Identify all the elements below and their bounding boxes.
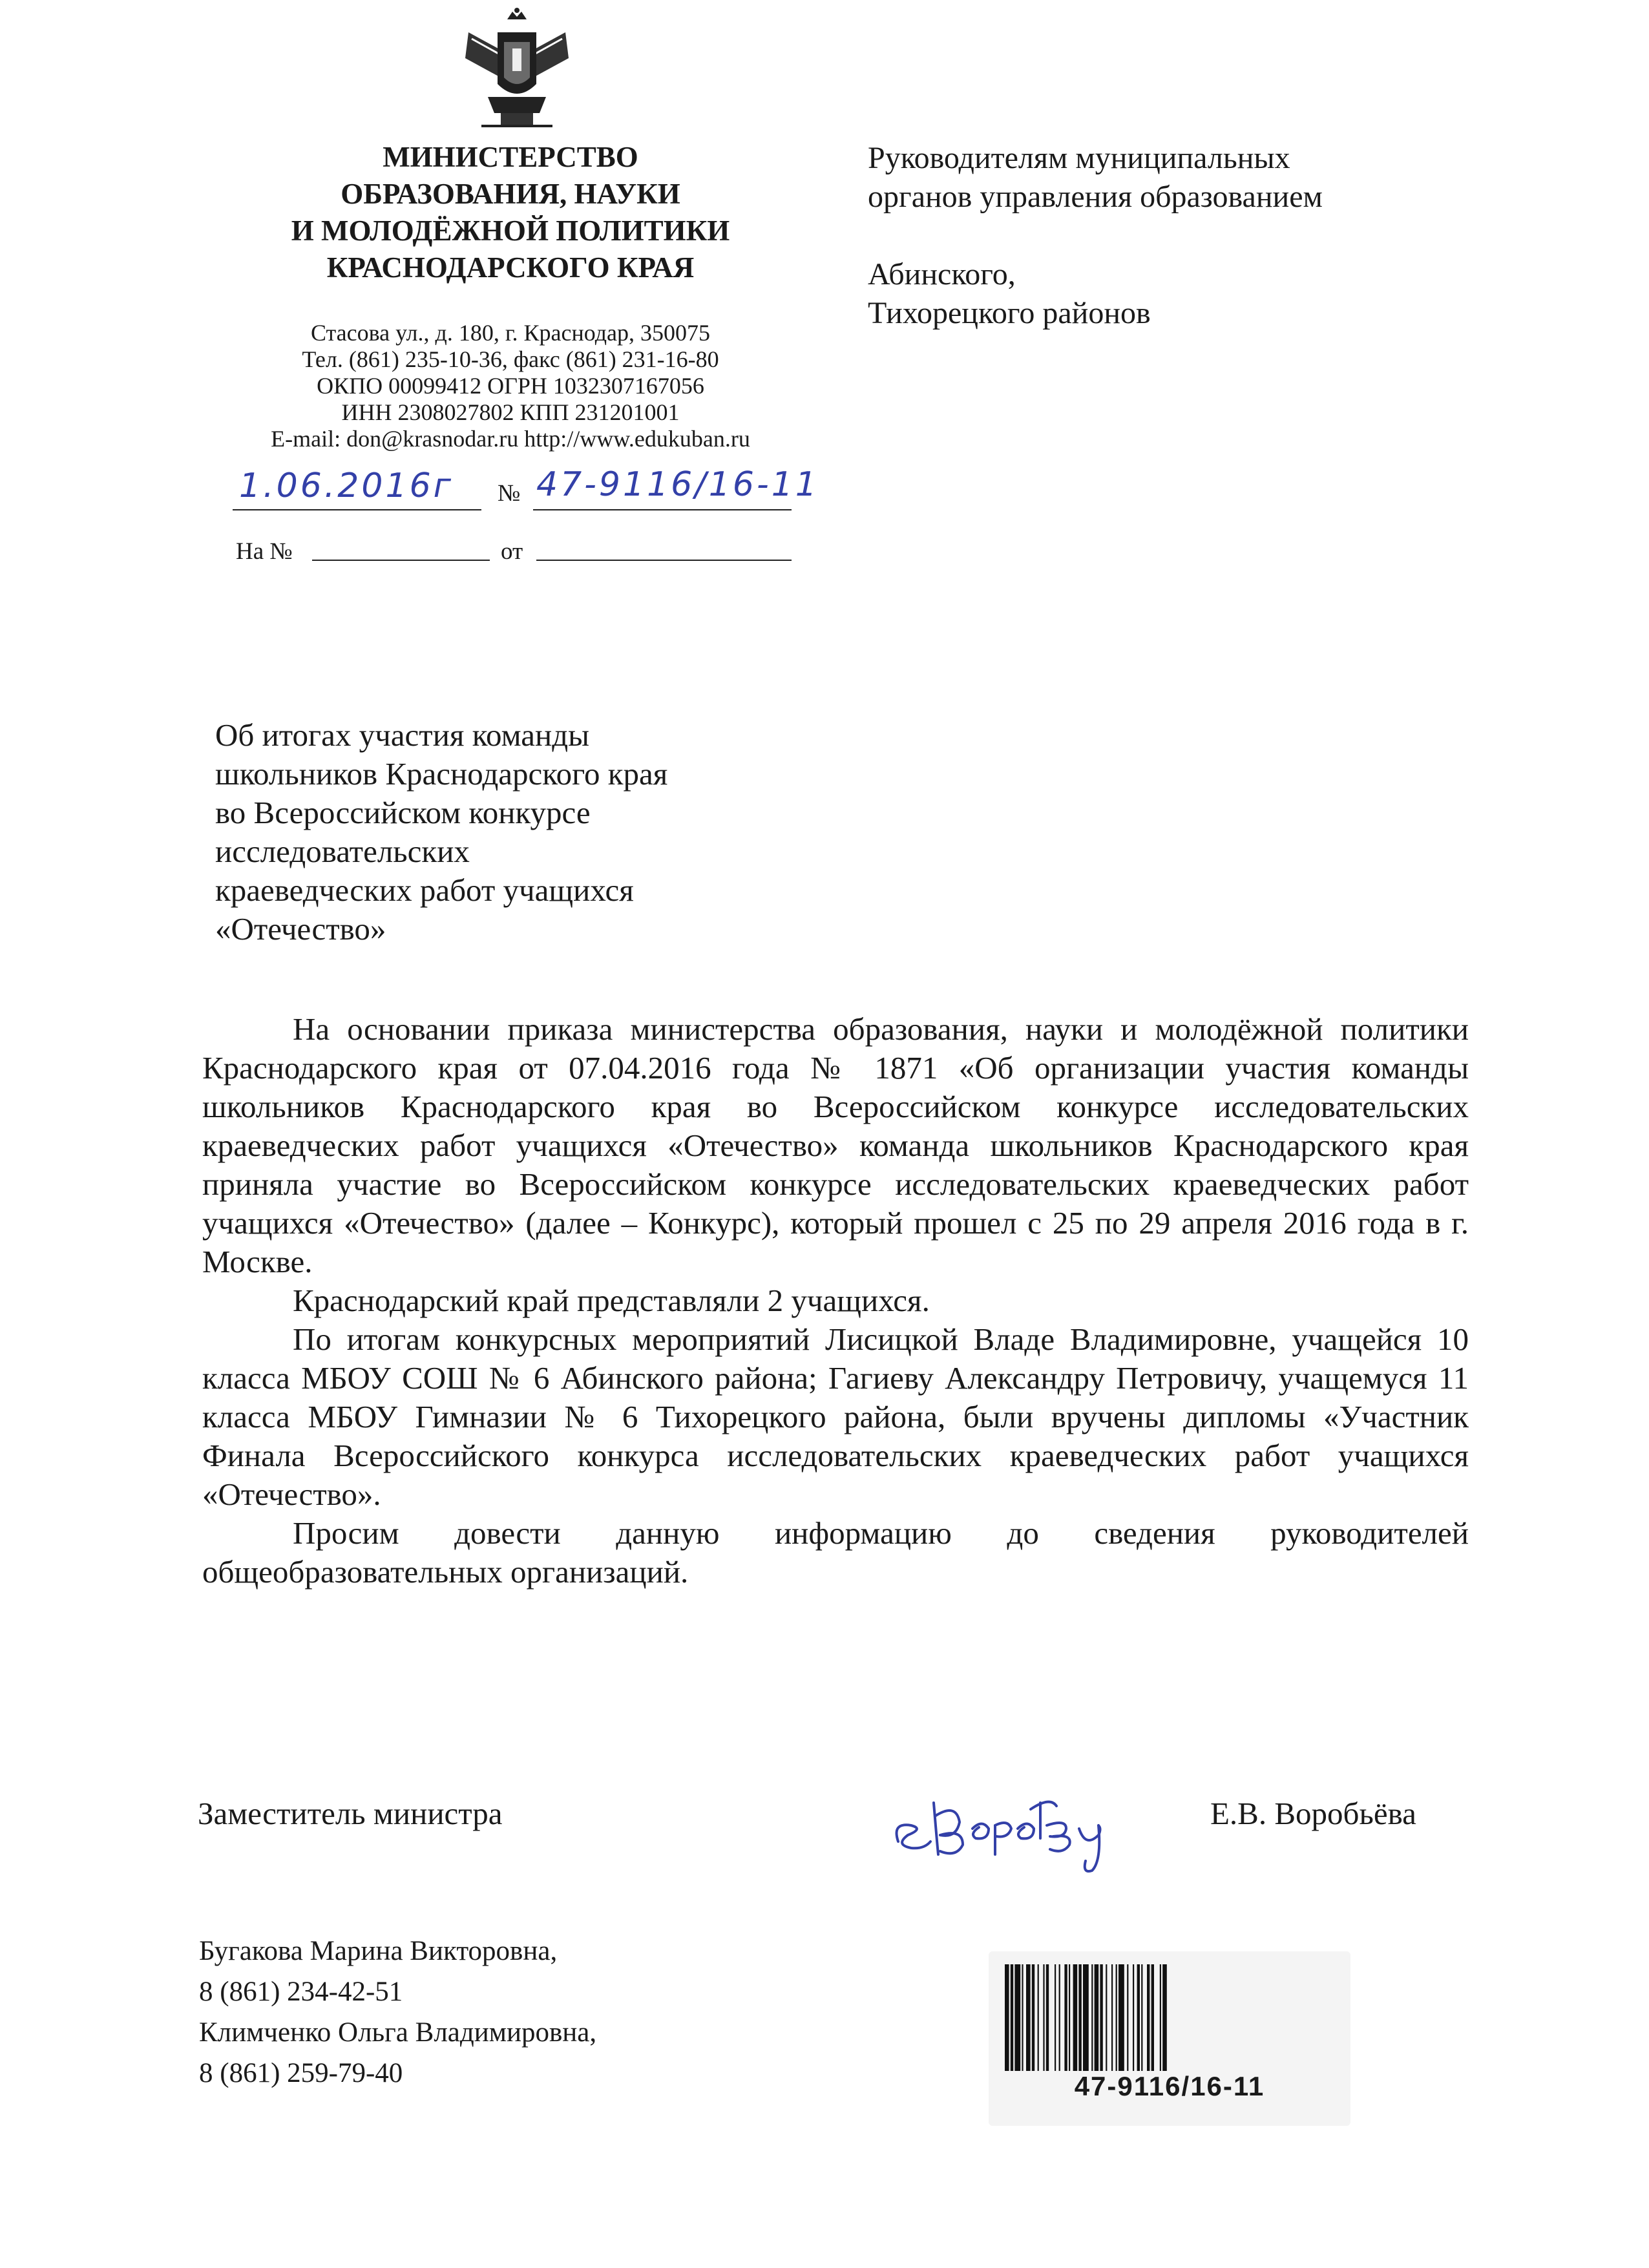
executor-name: Бугакова Марина Викторовна,: [199, 1936, 558, 1966]
body-paragraph: По итогам конкурсных мероприятий Лисицкой Владе Владимировне, учащейся 10 класса МБОУ СОШ № 6 Абинского района; Гагиеву Александру Петровичу, учащемуся 11 класса МБОУ Гимназии № 6 Тихорецкого района, были вручены дипломы «Участник Финала Всероссийского конкурса исследовательских краеведческих работ учащихся «Отечество».: [202, 1321, 1469, 1512]
handwritten-signature: [885, 1764, 1157, 1880]
ministry-line: ОБРАЗОВАНИЯ, НАУКИ: [341, 178, 680, 210]
subject-block: [215, 716, 861, 949]
body-paragraph: Просим довести данную информацию до сведения руководителей общеобразовательных организаций.: [202, 1515, 1469, 1590]
ministry-line: КРАСНОДАРСКОГО КРАЯ: [326, 251, 695, 284]
addressee-line: Тихорецкого районов: [868, 296, 1151, 330]
signer-name: Е.В. Воробьёва: [1210, 1796, 1416, 1831]
executor-phone: 8 (861) 259-79-40: [199, 2058, 403, 2088]
from-field: [536, 530, 792, 561]
phone-line: Тел. (861) 235-10-36, факс (861) 231-16-80: [302, 346, 719, 372]
ministry-line: МИНИСТЕРСТВО: [383, 141, 638, 173]
addressee-block: [868, 139, 1611, 333]
number-label: №: [498, 480, 521, 507]
subject-line: школьников Краснодарского края: [215, 756, 668, 792]
subject-line: краеведческих работ учащихся: [215, 872, 634, 908]
body-paragraph: Краснодарский край представляли 2 учащихся.: [293, 1283, 930, 1318]
ministry-contacts: [220, 320, 801, 452]
signer-position: Заместитель министра: [198, 1796, 503, 1831]
inn-line: ИНН 2308027802 КПП 231201001: [341, 399, 680, 425]
letter-body: [202, 1010, 1469, 1591]
executors-block: [199, 1931, 596, 2094]
addressee-line: Руководителям муниципальных: [868, 141, 1290, 175]
addressee-line: органов управления образованием: [868, 180, 1323, 214]
date-handwritten: 1.06.2016г: [239, 467, 454, 505]
executor-name: Климченко Ольга Владимировна,: [199, 2017, 597, 2048]
ministry-name: [220, 139, 801, 286]
subject-line: «Отечество»: [215, 911, 386, 947]
subject-line: Об итогах участия команды: [215, 717, 590, 753]
subject-line: исследовательских: [215, 834, 470, 869]
ref-field: [312, 530, 490, 561]
body-paragraph: На основании приказа министерства образования, науки и молодёжной политики Краснодарского края от 07.04.2016 года № 1871 «Об организации участия команды школьников Краснодарского края во Всероссийском конкурсе исследовательских краеведческих работ учащихся «Отечество» команда школьников Краснодарского края приняла участие во Всероссийском конкурсе исследовательских краеведческих работ учащихся «Отечество» (далее – Конкурс), который прошел с 25 по 29 апреля 2016 года в г. Москве.: [202, 1011, 1469, 1279]
addressee-line: [868, 216, 1611, 255]
ministry-line: И МОЛОДЁЖНОЙ ПОЛИТИКИ: [291, 215, 730, 247]
number-handwritten: 47-9116/16-11: [536, 465, 819, 504]
barcode-label: 47-9116/16-11: [1074, 2071, 1265, 2101]
executor-phone: 8 (861) 234-42-51: [199, 1977, 403, 2007]
date-field: [233, 467, 481, 510]
addressee-line: Абинского,: [868, 257, 1016, 291]
ref-label: На №: [236, 538, 293, 565]
number-field: [533, 465, 819, 510]
barcode-icon: [1005, 1964, 1334, 2071]
coat-of-arms-icon: [456, 6, 578, 132]
okpo-line: ОКПО 00099412 ОГРН 1032307167056: [317, 373, 704, 399]
subject-line: во Всероссийском конкурсе: [215, 795, 591, 830]
email-line: E-mail: don@krasnodar.ru http://www.edukuban.ru: [271, 426, 750, 452]
from-label: от: [501, 538, 523, 565]
address-line: Стасова ул., д. 180, г. Краснодар, 350075: [310, 320, 711, 346]
